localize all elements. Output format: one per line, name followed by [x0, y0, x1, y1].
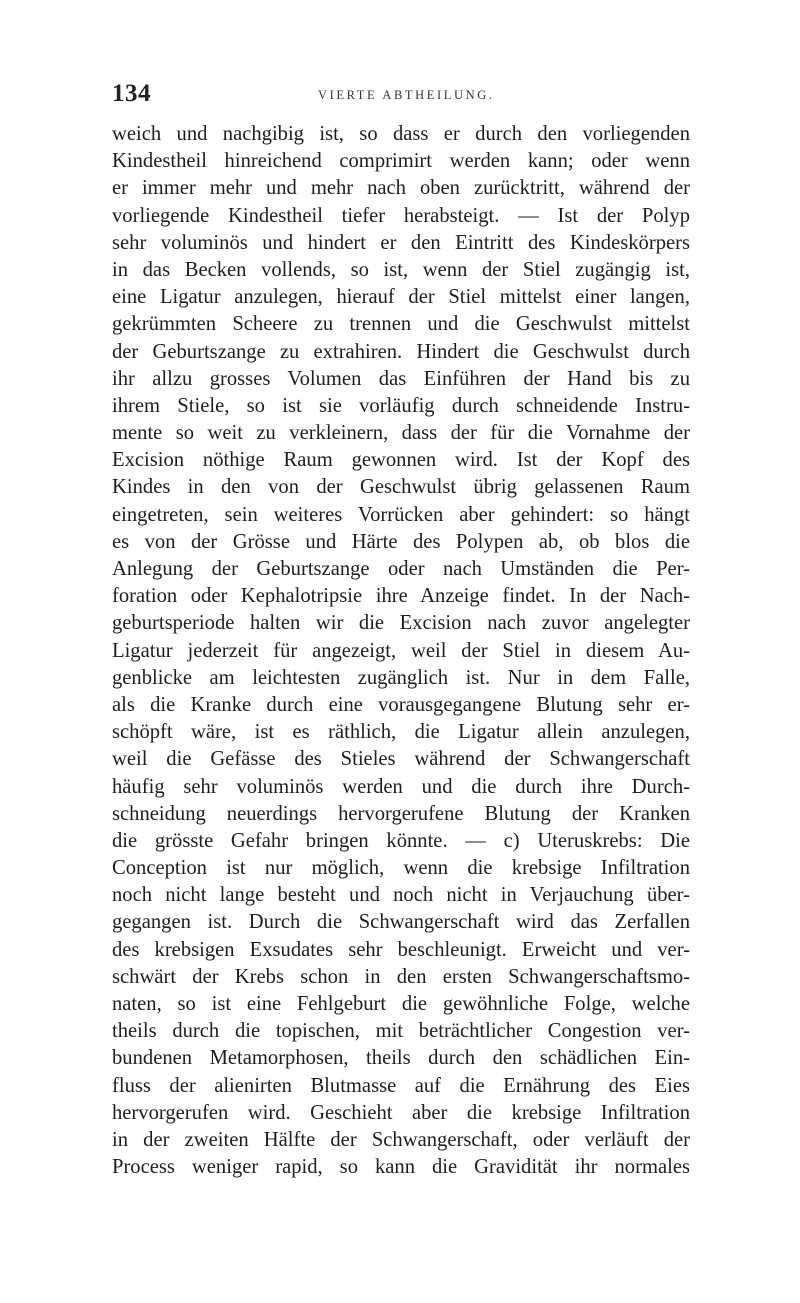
text-line: Conception ist nur möglich, wenn die krebsige Infiltration: [112, 857, 690, 880]
text-line: geburtsperiode halten wir die Excision nach zuvor angelegter: [112, 612, 690, 635]
text-line: weich und nachgibig ist, so dass er durch den vorliegenden: [112, 123, 690, 145]
running-head: VIERTE ABTHEILUNG.: [318, 88, 495, 102]
text-line: hervorgerufen wird. Geschieht aber die krebsige Infiltration: [112, 1101, 690, 1124]
text-line: noch nicht lange besteht und noch nicht in Verjauchung über-: [112, 884, 690, 907]
text-line: des krebsigen Exsudates sehr beschleunigt. Erweicht und ver-: [112, 938, 690, 961]
text-line: Excision nöthige Raum gewonnen wird. Ist der Kopf des: [112, 449, 690, 472]
text-line: sehr voluminös und hindert er den Eintritt des Kindeskörpers: [112, 231, 690, 254]
text-line: mente so weit zu verkleinern, dass der für die Vornahme der: [112, 422, 690, 445]
text-line: Anlegung der Geburtszange oder nach Umständen die Per-: [112, 558, 690, 580]
text-line: ihr allzu grosses Volumen das Einführen der Hand bis zu: [112, 367, 690, 390]
text-line: foration oder Kephalotripsie ihre Anzeige findet. In der Nach-: [112, 585, 690, 608]
page-number: 134: [112, 80, 151, 107]
text-line: gegangen ist. Durch die Schwangerschaft wird das Zerfallen: [112, 911, 690, 934]
text-line: weil die Gefässe des Stieles während der Schwangerschaft: [112, 748, 690, 771]
text-line: fluss der alienirten Blutmasse auf die Ernährung des Eies: [112, 1074, 690, 1097]
text-line: in das Becken vollends, so ist, wenn der Stiel zugängig ist,: [112, 258, 690, 281]
text-line: schneidung neuerdings hervorgerufene Blutung der Kranken: [112, 802, 690, 825]
text-line: Kindestheil hinreichend comprimirt werden kann; oder wenn: [112, 150, 690, 173]
text-line: er immer mehr und mehr nach oben zurücktritt, während der: [112, 177, 690, 200]
text-line: als die Kranke durch eine vorausgegangene Blutung sehr er-: [112, 693, 690, 716]
page-header: [112, 80, 690, 110]
text-line: vorliegende Kindestheil tiefer herabsteigt. — Ist der Polyp: [112, 204, 690, 227]
text-line: die grösste Gefahr bringen könnte. — c) Uteruskrebs: Die: [112, 829, 690, 852]
text-line: gekrümmten Scheere zu trennen und die Geschwulst mittelst: [112, 313, 690, 336]
text-line: theils durch die topischen, mit beträchtlicher Congestion ver-: [112, 1020, 690, 1043]
text-line: ihrem Stiele, so ist sie vorläufig durch schneidende Instru-: [112, 394, 690, 417]
text-line: der Geburtszange zu extrahiren. Hindert die Geschwulst durch: [112, 340, 690, 363]
body-text: [112, 121, 690, 1181]
text-line: in der zweiten Hälfte der Schwangerschaft, oder verläuft der: [112, 1128, 690, 1151]
text-line: eingetreten, sein weiteres Vorrücken aber gehindert: so hängt: [112, 503, 690, 526]
text-line: schöpft wäre, ist es räthlich, die Ligatur allein anzulegen,: [112, 721, 690, 744]
text-line: Ligatur jederzeit für angezeigt, weil der Stiel in diesem Au-: [112, 639, 690, 662]
text-line: es von der Grösse und Härte des Polypen ab, ob blos die: [112, 530, 690, 553]
text-line: Process weniger rapid, so kann die Gravidität ihr normales: [112, 1156, 690, 1179]
text-line: häufig sehr voluminös werden und die durch ihre Durch-: [112, 775, 690, 798]
text-line: Kindes in den von der Geschwulst übrig gelassenen Raum: [112, 476, 690, 499]
text-line: eine Ligatur anzulegen, hierauf der Stiel mittelst einer langen,: [112, 286, 690, 309]
text-line: bundenen Metamorphosen, theils durch den schädlichen Ein-: [112, 1047, 690, 1070]
text-line: schwärt der Krebs schon in den ersten Schwangerschaftsmo-: [112, 965, 690, 988]
text-line: genblicke am leichtesten zugänglich ist. Nur in dem Falle,: [112, 666, 690, 689]
text-line: naten, so ist eine Fehlgeburt die gewöhnliche Folge, welche: [112, 993, 690, 1015]
